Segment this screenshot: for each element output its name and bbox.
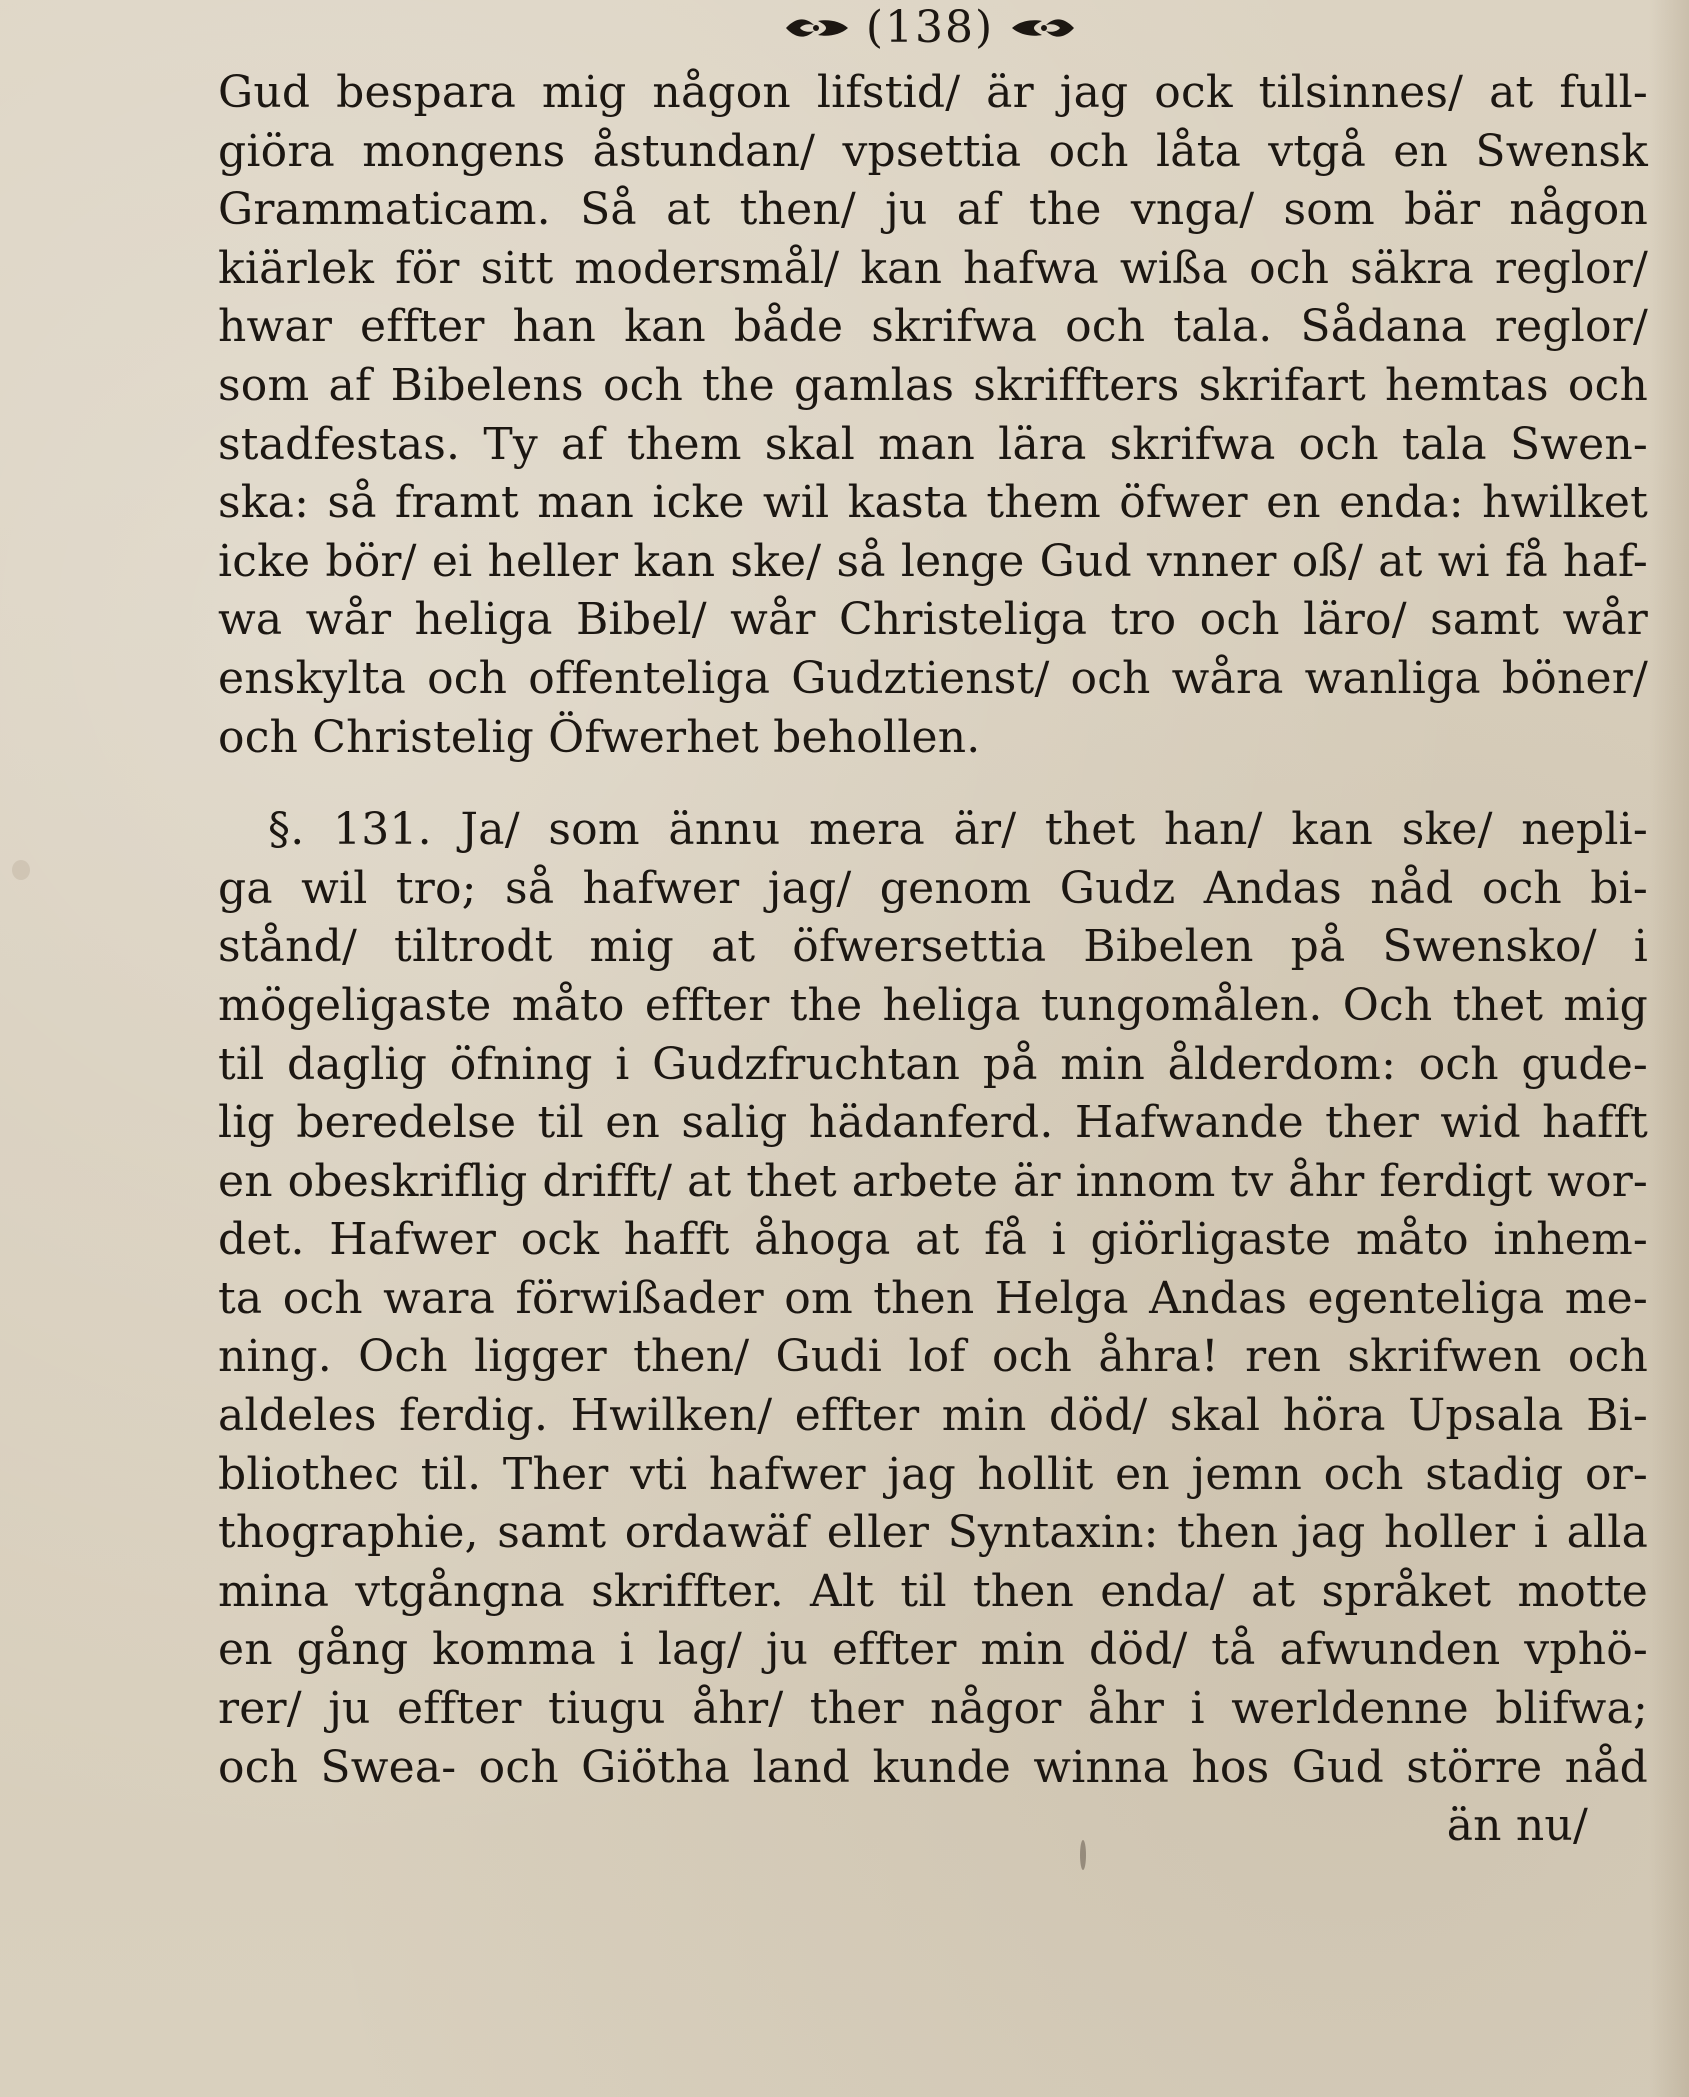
text-line: Grammaticam. Så at then/ ju af the vnga/ som bär någon	[218, 184, 1648, 236]
text-line: en obeskriflig drifft/ at thet arbete är innom tv åhr ferdigt wor-	[218, 1155, 1648, 1207]
text-line: kiärlek för sitt modersmål/ kan hafwa wißa och säkra reglor/	[218, 242, 1648, 294]
text-line: icke bör/ ei heller kan ske/ så lenge Gud vnner oß/ at wi få haf-	[218, 535, 1648, 587]
text-line: rer/ ju effter tiugu åhr/ ther någor åhr i werldenne blifwa;	[218, 1683, 1648, 1735]
ink-spot	[12, 860, 30, 880]
body-text	[218, 64, 1648, 1856]
text-line: thographie, samt ordawäf eller Syntaxin: then jag holler i alla	[218, 1507, 1648, 1559]
text-line: mögeligaste måto effter the heliga tungomålen. Och thet mig	[218, 979, 1648, 1031]
text-line: wa wår heliga Bibel/ wår Christeliga tro och läro/ samt wår	[218, 594, 1648, 646]
text-line: aldeles ferdig. Hwilken/ effter min död/ skal höra Upsala Bi-	[218, 1390, 1648, 1442]
page-edge-shadow	[1649, 0, 1689, 2097]
text-line: Gud bespara mig någon lifstid/ är jag ock tilsinnes/ at full-	[218, 67, 1648, 118]
text-line: ska: så framt man icke wil kasta them öfwer en enda: hwilket	[218, 477, 1648, 529]
text-line: bliothec til. Ther vti hafwer jag hollit en jemn och stadig or-	[218, 1448, 1648, 1500]
text-line: ga wil tro; så hafwer jag/ genom Gudz Andas nåd och bi-	[218, 862, 1648, 914]
text-line: ning. Och ligger then/ Gudi lof och åhra! ren skrifwen och	[218, 1331, 1648, 1383]
text-line: giöra mongens åstundan/ vpsettia och låta vtgå en Swensk	[218, 125, 1648, 177]
page-header	[760, 2, 1100, 54]
text-line: mina vtgångna skriffter. Alt til then enda/ at språket motte	[218, 1565, 1648, 1617]
text-line: och Swea- och Giötha land kunde winna hos Gud större nåd	[218, 1741, 1648, 1793]
paragraph-gap	[218, 767, 1648, 801]
text-line: stånd/ tiltrodt mig at öfwersettia Bibelen på Swensko/ i	[218, 921, 1648, 973]
text-line: ta och wara förwißader om then Helga Andas egenteliga me-	[218, 1272, 1648, 1324]
text-line: och Christelig Öfwerhet behollen.	[218, 711, 981, 763]
fleuron-left-icon	[782, 15, 852, 41]
fleuron-right-icon	[1008, 15, 1078, 41]
text-line: hwar effter han kan både skrifwa och tala. Sådana reglor/	[218, 301, 1648, 353]
text-line: som af Bibelens och the gamlas skriffters skrifart hemtas och	[218, 359, 1648, 411]
text-line: lig beredelse til en salig hädanferd. Hafwande ther wid hafft	[218, 1097, 1648, 1149]
catchword: än nu/	[1446, 1800, 1588, 1852]
text-line: til daglig öfning i Gudzfruchtan på min ålderdom: och gude-	[218, 1038, 1648, 1090]
text-line: det. Hafwer ock hafft åhoga at få i giörligaste måto inhem-	[218, 1214, 1648, 1266]
text-line: enskylta och offenteliga Gudztienst/ och wåra wanliga böner/	[218, 652, 1648, 704]
page-number: (138)	[865, 2, 995, 53]
text-line: §. 131. Ja/ som ännu mera är/ thet han/ kan ske/ nepli-	[268, 804, 1648, 856]
text-line: stadfestas. Ty af them skal man lära skrifwa och tala Swen-	[218, 418, 1648, 470]
paragraph	[218, 801, 1648, 1797]
text-line: en gång komma i lag/ ju effter min död/ tå afwunden vphö-	[218, 1624, 1648, 1676]
paragraph	[218, 64, 1648, 767]
